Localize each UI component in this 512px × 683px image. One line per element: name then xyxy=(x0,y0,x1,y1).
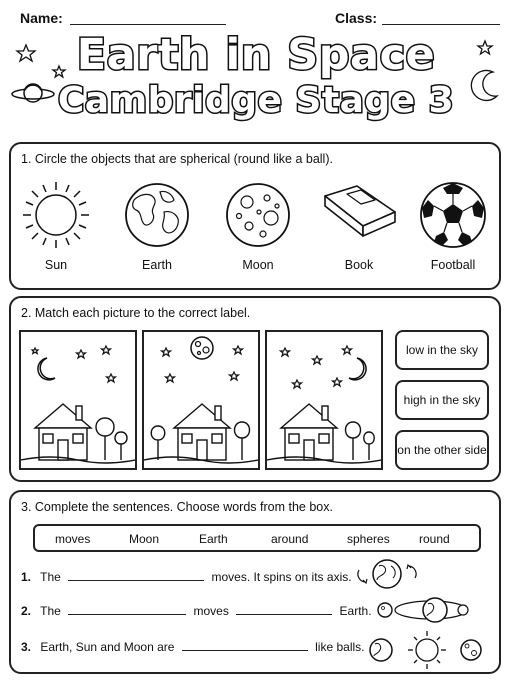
match-label-high[interactable]: high in the sky xyxy=(395,380,489,420)
object-label: Football xyxy=(430,258,476,272)
word-box-word: moves xyxy=(55,532,91,546)
sentence-2 xyxy=(21,604,372,618)
spinning-earth-icon xyxy=(351,556,423,592)
sentence-number: 2. xyxy=(21,604,32,618)
moon-icon xyxy=(221,178,295,252)
word-box-word: around xyxy=(271,532,309,546)
object-label: Book xyxy=(344,258,374,272)
section-complete-sentences xyxy=(9,490,501,674)
section-match-pictures xyxy=(9,296,501,482)
sentence-text: Earth. xyxy=(339,604,372,618)
class-label: Class: xyxy=(335,10,378,26)
earth-icon xyxy=(120,178,194,252)
section-spherical-objects xyxy=(9,142,501,290)
picture-panel-3[interactable] xyxy=(265,330,383,470)
football-icon xyxy=(416,178,490,252)
sentence-text: The xyxy=(40,604,61,618)
object-football[interactable] xyxy=(413,178,493,272)
word-box xyxy=(33,524,481,552)
moon-orbit-earth-icon xyxy=(371,590,471,630)
house-moon-other-side-icon xyxy=(267,332,381,468)
sentence-3 xyxy=(21,640,365,654)
picture-panel-2[interactable] xyxy=(142,330,260,470)
book-icon xyxy=(317,178,401,252)
sentence-text: moves. It spins on its axis. xyxy=(211,570,352,584)
house-moon-low-icon xyxy=(21,332,135,468)
name-field[interactable] xyxy=(70,24,226,25)
title-line-2: Cambridge Stage 3 xyxy=(57,80,455,121)
word-box-word: spheres xyxy=(347,532,390,546)
section-1-instruction: 1. Circle the objects that are spherical (round like a ball). xyxy=(21,152,333,166)
class-field[interactable] xyxy=(382,24,500,25)
match-label-low[interactable]: low in the sky xyxy=(395,330,489,370)
sun-icon xyxy=(19,178,93,252)
answer-blank[interactable] xyxy=(236,604,332,615)
sentence-text: moves xyxy=(193,604,229,618)
sentence-text: The xyxy=(40,570,61,584)
sentence-number: 3. xyxy=(21,640,32,654)
object-book[interactable] xyxy=(314,178,404,272)
object-earth[interactable] xyxy=(117,178,197,272)
object-label: Moon xyxy=(242,258,274,272)
answer-blank[interactable] xyxy=(68,604,186,615)
object-moon[interactable] xyxy=(218,178,298,272)
title-line-1: Earth in Space xyxy=(76,30,436,80)
sentence-1 xyxy=(21,570,352,584)
sentence-text: Earth, Sun and Moon are xyxy=(40,640,175,654)
word-box-word: round xyxy=(419,532,450,546)
section-3-instruction: 3. Complete the sentences. Choose words from the box. xyxy=(21,500,333,514)
section-2-instruction: 2. Match each picture to the correct label. xyxy=(21,306,251,320)
answer-blank[interactable] xyxy=(182,640,308,651)
picture-panel-1[interactable] xyxy=(19,330,137,470)
sentence-number: 1. xyxy=(21,570,32,584)
object-label: Earth xyxy=(142,258,172,272)
earth-sun-moon-icon xyxy=(367,628,487,672)
sentence-text: like balls. xyxy=(315,640,365,654)
house-moon-high-icon xyxy=(144,332,258,468)
name-label: Name: xyxy=(20,10,63,26)
answer-blank[interactable] xyxy=(68,570,204,581)
object-sun[interactable] xyxy=(16,178,96,272)
word-box-word: Earth xyxy=(199,532,228,546)
word-box-word: Moon xyxy=(129,532,160,546)
object-label: Sun xyxy=(44,258,68,272)
match-label-other-side[interactable]: on the other side xyxy=(395,430,489,470)
